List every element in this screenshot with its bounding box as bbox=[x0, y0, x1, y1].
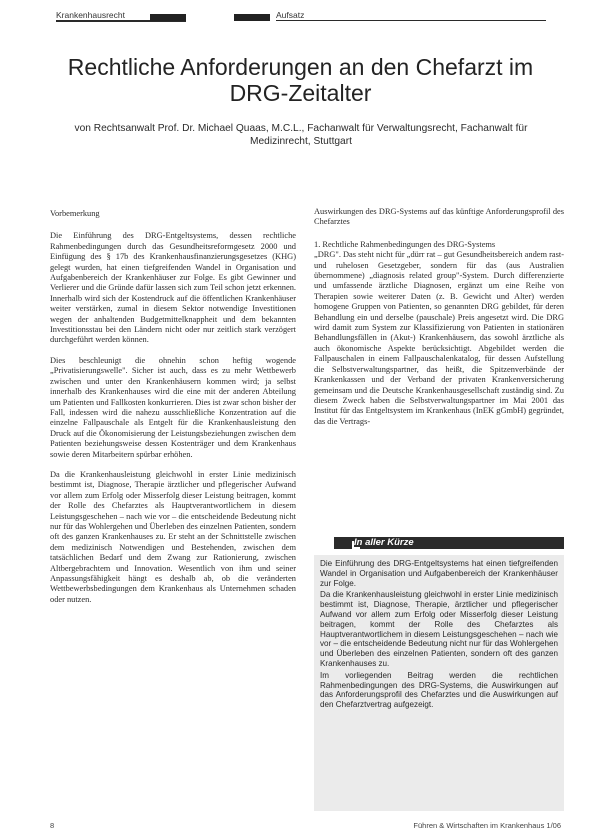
left-column bbox=[50, 209, 296, 615]
summary-box-header bbox=[334, 537, 564, 549]
right-column bbox=[314, 207, 564, 437]
summary-paragraph-2: Da die Krankenhausleistung gleichwohl in erster Linie medizinisch bestimmt ist, Diagnose, Therapie, ärztlicher und pflegerischer Aufwand vor allem zum Erfolg oder Misserfolg dieser Leistung beitragen, kommt der Rolle des Chefarztes als Hauptverantwortlichem in diesem Leistungsgeschehen – nach wie vor – die entscheidende Bedeutung nicht nur für das Wohlergehen und Überleben des einzelnen Patienten, sondern oft des ganzen Krankenhauses zu. bbox=[320, 590, 558, 668]
summary-paragraph-1: Die Einführung des DRG-Entgeltsystems hat einen tiefgreifenden Wandel in Organisation und Aufgabenbereich der Krankenhäuser zur Folge. bbox=[320, 559, 558, 588]
summary-box bbox=[314, 537, 564, 811]
author-line: von Rechtsanwalt Prof. Dr. Michael Quaas, M.C.L., Fachanwalt für Verwaltungsrecht, Fachanwalt für Medizinrecht, Stuttgart bbox=[74, 123, 528, 147]
section-label: Krankenhausrecht bbox=[56, 10, 125, 20]
section-heading: Auswirkungen des DRG-Systems auf das künftige Anforderungsprofil des Chefarztes bbox=[314, 207, 564, 227]
summary-box-body bbox=[314, 555, 564, 811]
summary-box-title: In aller Kürze bbox=[354, 537, 414, 548]
left-paragraph-2: Dies beschleunigt die ohnehin schon heftig wogende „Privatisierungswelle". Sicher ist auch, dass es zu mehr Wettbewerb zwischen und unter den Krankenhäusern kommen wird; ja selbst innerhalb des Krankenhauses wird die eine mit der anderen Abteilung um Patienten und Fallkosten konkurrieren. Dies ist zwar schon bisher der Fall, indessen wird die nahezu ausschließliche Konzentration auf die einzelne Fallpauschale als Entgelt für die Krankenhausleistung den Druck auf die Ökonomisierung der Leistungsbeziehungen zwischen dem Patienten beziehungsweise dessen Kostenträger und dem Krankenhaus sowie deren Mitarbeitern spürbar erhöhen. bbox=[50, 355, 296, 459]
header-bar-right bbox=[234, 14, 270, 21]
page-number: 8 bbox=[50, 821, 55, 830]
type-label: Aufsatz bbox=[276, 10, 305, 20]
journal-reference: Führen & Wirtschaften im Krankenhaus 1/06 bbox=[413, 821, 561, 830]
right-paragraph-1: „DRG". Das steht nicht für „dürr rat – gut Gesundheitsbereich andem rast- und ruhelosen Gesetzgeber, sondern für das (aus Australien übernommene) „diagnosis related group"-System. Durch differenzierte und umfassende ärztliche Diagnosen, ergänzt um eine Reihe von Therapien sowie weiterer Daten (z. B. Gewicht und Alter) werden homogene Gruppen von Patienten, so genannten DRG gebildet, für deren Behandlung ein und derselbe (pauschale) Preis angesetzt wird. Die DRG wird damit zum System zur Klassifizierung von Patienten in stationären Behandlungsfällen in (Akut-) Krankenhäusern, das sowohl ärztliche als auch ökonomische Aspekte berücksichtigt. Abgebildet werden die Fallpauschalen in einem Fallpauschalenkatalog, für dessen Aufstellung die Selbstverwaltungspartner, das heißt, die Spitzenverbände der Krankenkassen und der Verband der privaten Krankenversicherung gemeinsam und die Deutsche Krankenhausgesellschaft zuständig sind. Zu diesem Zweck haben die Selbstverwaltungspartner im Mai 2001 das Institut für das Entgeltsystem im Krankenhaus (InEK gGmbH) gegründet, das die Vertrags- bbox=[314, 250, 564, 426]
header-bar-left bbox=[150, 14, 186, 21]
preface-heading: Vorbemerkung bbox=[50, 209, 100, 218]
summary-paragraph-3: Im vorliegenden Beitrag werden die rechtlichen Rahmenbedingungen des DRG-Systems, die Auswirkungen auf das Anforderungsprofil des Chefarztes und die Auswirkungen auf den Chefarztvertrag aufgezeigt. bbox=[320, 670, 558, 710]
type-header bbox=[276, 10, 546, 21]
left-paragraph-1: Die Einführung des DRG-Entgeltsystems, dessen rechtliche Rahmenbedingungen durch das Gesundheitsreformgesetz 2000 und Einfügung des § 17b des Krankenhausfinanzierungsgesetzes (KHG) gelegt wurden, hat einen tiefgreifenden Wandel in Organisation und Aufgabenbereich der Krankenhäuser zur Folge. Es gibt Gewinner und Verlierer und die Gründe dafür lassen sich zum Teil schon jetzt erkennen. Innerhalb wird sich der Kostendruck auf die öffentlichen Krankenhäuser weiter verstärken, zumal in diesem Sektor notwendige Investitionen wegen der anhaltenden Budgetmittelknappheit und dem bekannten Investitionsstau bei den Ländern nicht oder nur zeitlich stark verzögert durchgeführt werden können. bbox=[50, 231, 296, 345]
left-paragraph-3: Da die Krankenhausleistung gleichwohl in erster Linie medizinisch bestimmt ist, Diagnose, Therapie ärztlicher und pflegerischer Aufwand vor allem zum Erfolg oder Misserfolg dieser Leistung beitragen, kommt der Rolle des Chefarztes als Hauptverantwortlichem in diesem Leistungsgeschehen – nach wie vor – die entscheidende Bedeutung nicht nur für das Wohlergehen und Überleben des einzelnen Patienten, sondern oft des ganzen Krankenhauses zu. Er steht an der Schnittstelle zwischen dem medizinisch Notwendigen und Bestehenden, zwischen dem tatsächlichen Bedarf und dem Zwang zur Rationierung, zwischen Altbergebrachtem und Innovation. Wesentlich von ihm und seiner Anpassungsfähigkeit hängt es deshalb ab, ob die veränderten Wettbewerbsbedingungen dem Krankenhaus als Unternehmen schaden oder nutzen. bbox=[50, 469, 296, 604]
subsection-heading: 1. Rechtliche Rahmenbedingungen des DRG-Systems bbox=[314, 239, 496, 249]
article-title: Rechtliche Anforderungen an den Chefarzt im DRG-Zeitalter bbox=[67, 54, 534, 106]
